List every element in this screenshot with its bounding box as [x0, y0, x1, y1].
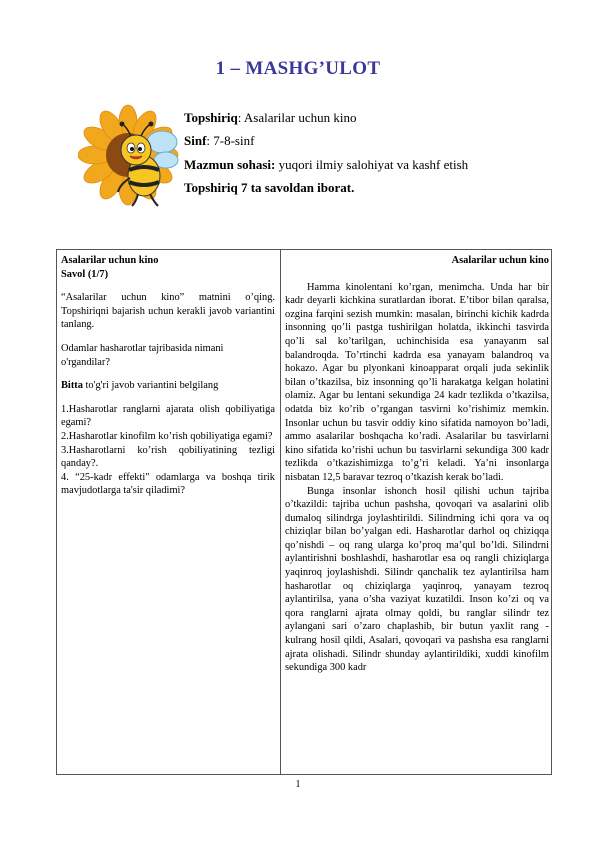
answer-option[interactable]: 1.Hasharotlar ranglarni ajarata olish qobiliyatiga egami?	[61, 403, 275, 429]
question-heading: Asalarilar uchun kino	[61, 255, 159, 266]
reading-paragraph: Hamma kinolentani ko’rgan, menimcha. Unda har bir kadr deyarli kichkina suratlardan iborat. E’tibor bilan qaralsa, ozgina farqini sezish mumkin: masalan, birinchi kichik kadrda insonning qo’li pastga tushirilgan holatda, ikkinchi tasvirda qo’li sal ko’tarilgan, uchinchisida esa yanayanm sal balandroqda. To’rtinchi kadrda esa yanayam balandroq va hokazo. Agar bu plyonkani kinoapparat orqali juda sekinlik bilan o’tkazilsa, biz insonning qo’li harakatga kelgan holatini olamiz. Agar bu lentani sekundiga 24 kadr tezlikda o’tkazilsa, odatda biz ko’rib o’rgangan tasvirni ko’rishimiz memkin. Insonlar uchun bu tasvir oddiy kino sifatida namoyon bo’ladi, ammo asalarilar boshqacha ko’radi. Asalarilar bu tasvirlarni kino sifatida ko’rishi uchun bu tasvirlarni sekundiga 300 kadr tezlikda o’tkazishimizga to’g’ri keladi. Ya’ni insonlarga nisbatan 12,5 baravar tezroq o’tkazish kerak bo’ladi.	[285, 281, 549, 483]
question-text: Odamlar hasharotlar tajribasida nimani o'rgandilar?	[61, 342, 224, 368]
answer-option[interactable]: 4. “25-kadr effekti" odamlarga va boshqa tirik mavjudotlarga ta'sir qiladimi?	[61, 471, 275, 497]
task-note: Topshiriq 7 ta savoldan iborat.	[184, 179, 355, 195]
bee-illustration	[78, 100, 188, 210]
task-table	[56, 249, 552, 775]
page-number: 1	[295, 779, 301, 790]
answer-option[interactable]: 3.Hasharotlarni ko’rish qobiliyatining tezligi qanday?.	[61, 444, 275, 470]
reading-heading: Asalarilar uchun kino	[451, 255, 549, 266]
select-instruction: Bitta to'g'ri javob variantini belgilang	[61, 380, 219, 392]
page-title: 1 – MASHG’ULOT	[215, 58, 381, 79]
answer-option[interactable]: 2.Hasharotlar kinofilm ko’rish qobiliyatiga egami?	[61, 430, 273, 442]
question-column	[61, 254, 275, 498]
instruction-text: “Asalarilar uchun kino” matnini o’qing. Topshiriqni bajarish uchun kerakli javob variantini tanlang.	[61, 292, 275, 331]
task-meta	[184, 106, 468, 199]
question-number: Savol (1/7)	[61, 268, 109, 280]
reading-column	[285, 254, 549, 675]
reading-paragraph: Bunga insonlar ishonch hosil qilishi uchun tajriba o’tkazildi: tajriba uchun pashsha, qovoqari va asalarini olib dumaloq silindrga joylashtirildi. Silindrning ichi qora va oq chiziqlar bilan bo’yalgan edi. Hasharotlar darhol oq chiziqqa qo’nishdi – oq rang ularga ko’proq ma’qul bo’ldi. Silindrni aylantirishni boshlashdi, hasharotlar esa oq rangli chiziqlarga yaqinroq joylashishdi. Silindr qanchalik tez aylantirilsa ham hasharotlar oq chiziqlarga yaqinroq, yanayam tezroq aylantirilsa, yana o’sha vaziyat kuzatildi. Inson ko’zi oq va qora ranglarni ajrata olmay qoldi, bu ranglar silindr tez aylangani sari o’zaro chaplashib, bir butun yaxlit rang - kulrang hosil qildi, Asalari, qovoqari va pashsha esa ranglarni ajrata olishadi. Silindr shunday aylantirildiki, xuddi kinofilm sekundiga 300 kadr	[285, 485, 549, 674]
grade-line: Sinf: 7-8-sinf	[184, 133, 255, 149]
task-line: Topshiriq: Asalarilar uchun kino	[184, 110, 357, 125]
column-divider	[280, 250, 281, 774]
content-area-line: Mazmun sohasi: yuqori ilmiy salohiyat va kashf etish	[184, 156, 469, 172]
